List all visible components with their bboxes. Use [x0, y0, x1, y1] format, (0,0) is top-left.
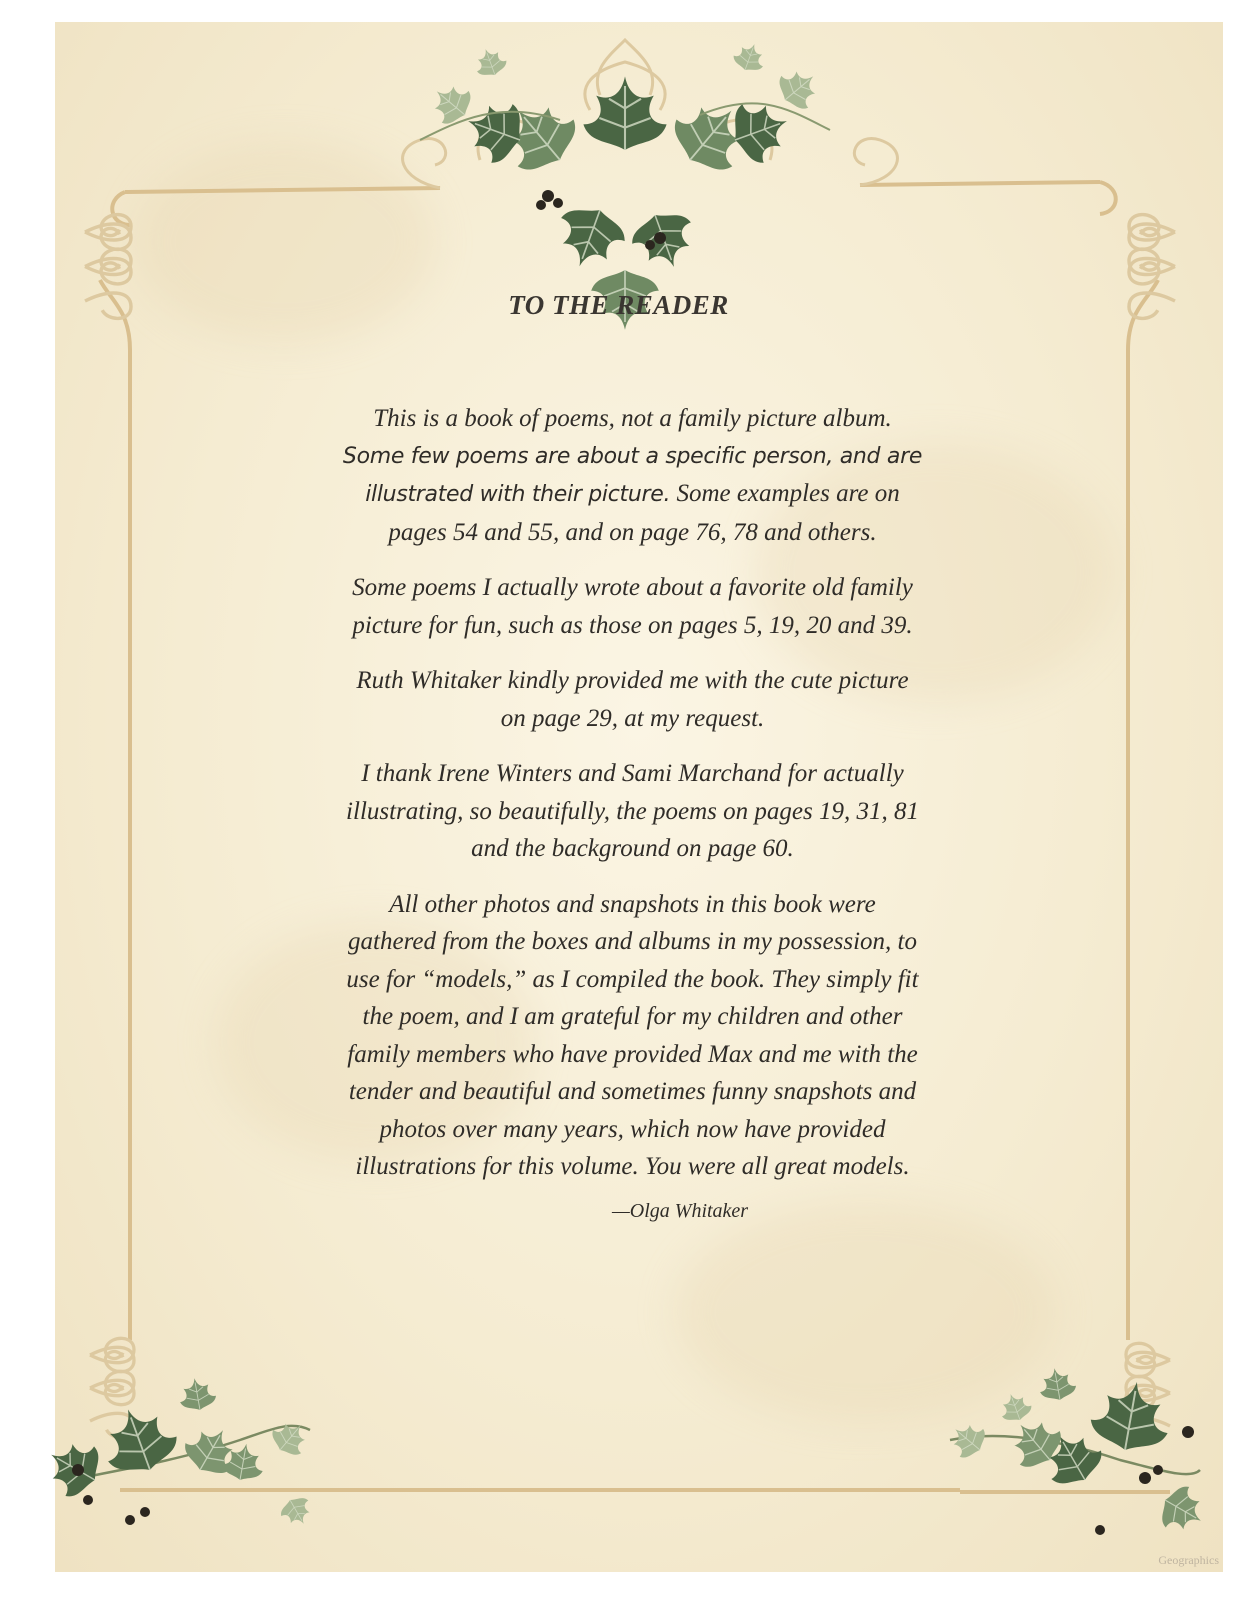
text-line: tender and beautiful and sometimes funny snapshots and [348, 1078, 917, 1105]
paragraph [300, 886, 965, 1186]
text-line: pages 54 and 55, and on page 76, 78 and others. [388, 518, 877, 546]
page-title: TO THE READER [508, 290, 729, 320]
ivy-vine-icon [944, 1365, 1213, 1541]
filigree-scroll-icon [403, 40, 898, 188]
text-line: the poem, and I am grateful for my children and other [362, 1003, 903, 1030]
text-line: photos over many years, which now have provided [379, 1115, 886, 1143]
ivy-leaf-cluster-icon [420, 39, 830, 330]
text-line: This is a book of poems, not a family picture album. [373, 405, 892, 432]
text-line: I thank Irene Winters and Sami Marchand for actually [361, 760, 904, 787]
text-line: Ruth Whitaker kindly provided me with the cute picture [356, 667, 909, 694]
text-fragment: illustrated with their picture. [365, 482, 671, 507]
author-signature: —Olga Whitaker [612, 1200, 749, 1222]
text-line: family members who have provided Max and me with the [347, 1040, 918, 1068]
text-line: illustrating, so beautifully, the poems on pages 19, 31, 81 [346, 797, 919, 825]
paragraph [300, 755, 965, 868]
image-credit: Geographics [1158, 1553, 1219, 1567]
text-fragment: Some examples are on [670, 480, 900, 507]
text-line: on page 29, at my request. [500, 704, 765, 732]
text-line: and the background on page 60. [471, 835, 794, 862]
text-line: gathered from the boxes and albums in my possession, to [348, 928, 917, 955]
text-line [300, 475, 965, 514]
paragraph [300, 569, 965, 644]
filigree-scroll-icon [90, 1338, 134, 1437]
text-line: Some few poems are about a specific person, and are [342, 443, 923, 469]
text-line: illustrations for this volume. You were all great models. [355, 1153, 910, 1180]
text-line: use for “models,” as I compiled the book. They simply fit [346, 965, 919, 993]
letter-body [300, 400, 965, 1204]
paragraph [300, 400, 965, 551]
text-line: picture for fun, such as those on pages 5, 19, 20 and 39. [352, 611, 913, 639]
paragraph [300, 662, 965, 737]
ivy-vine-icon [37, 1375, 317, 1532]
text-line: All other photos and snapshots in this book were [389, 890, 876, 918]
text-line: Some poems I actually wrote about a favorite old family [352, 574, 913, 601]
